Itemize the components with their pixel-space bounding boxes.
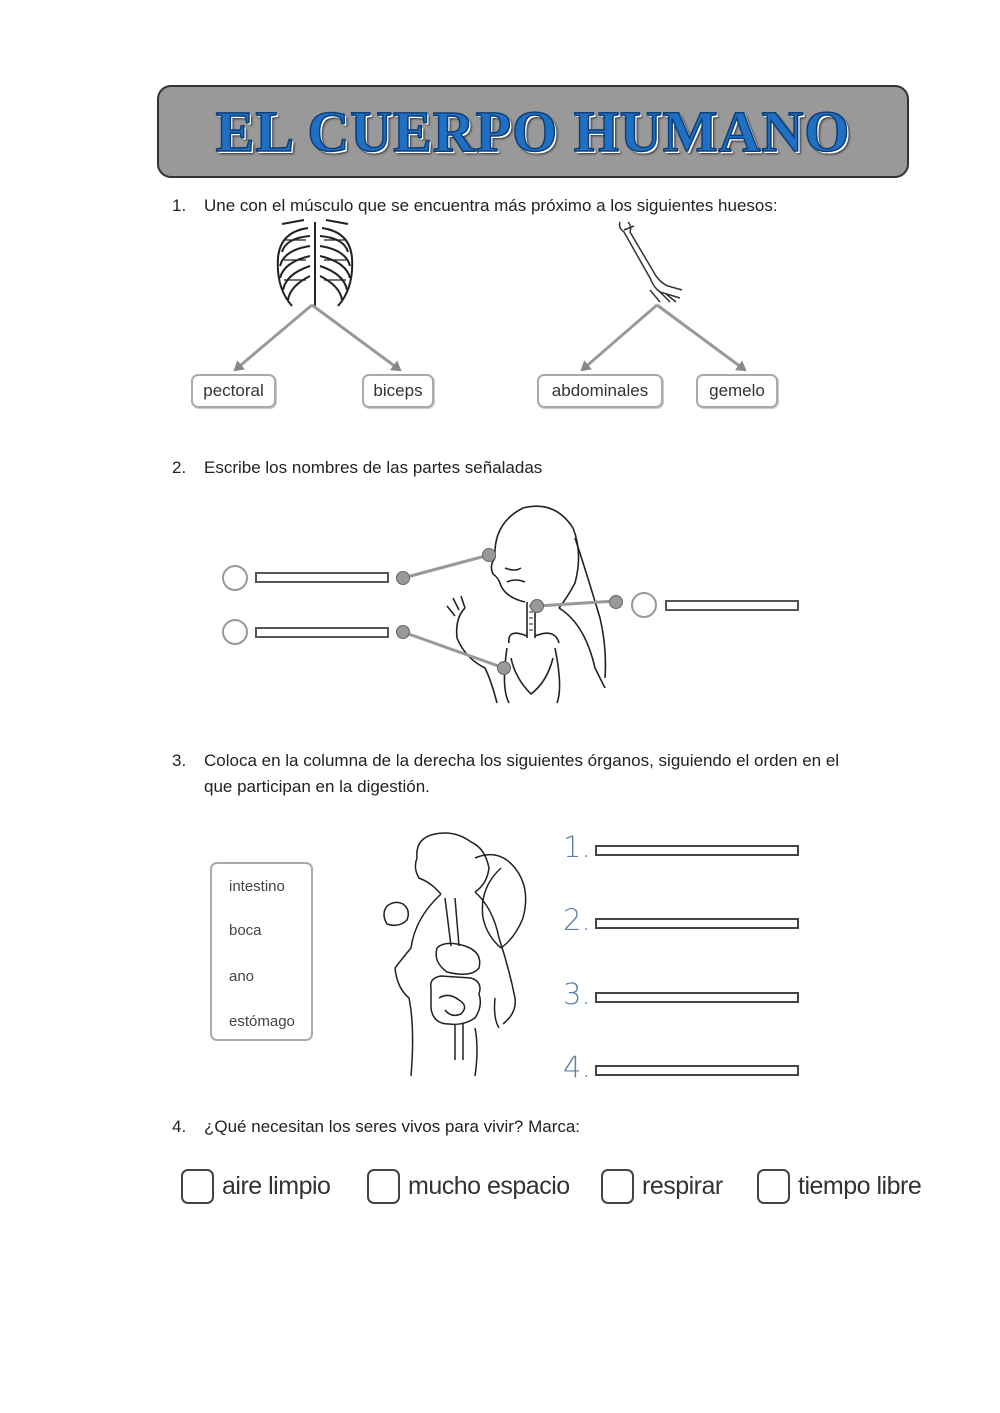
order-answer-line-1[interactable] bbox=[595, 845, 799, 856]
order-number-4: 4. bbox=[563, 1050, 591, 1084]
question-4-text: ¿Qué necesitan los seres vivos para vivir? Marca: bbox=[204, 1117, 581, 1136]
pointer-dot-nose bbox=[482, 548, 496, 562]
question-3-text-line2: que participan en la digestión. bbox=[204, 777, 430, 796]
answer-circle-3[interactable] bbox=[631, 592, 657, 618]
digestive-figure-illustration bbox=[375, 828, 540, 1078]
answer-circle-1[interactable] bbox=[222, 565, 248, 591]
question-3-text-line1: Coloca en la columna de la derecha los siguientes órganos, siguiendo el orden en el bbox=[204, 751, 840, 770]
pointer-dot-lungs bbox=[497, 661, 511, 675]
answer-line-3[interactable] bbox=[665, 600, 799, 611]
organ-boca[interactable]: boca bbox=[229, 922, 262, 939]
order-answer-line-2[interactable] bbox=[595, 918, 799, 929]
order-number-1: 1. bbox=[563, 830, 591, 864]
muscle-box-gemelo[interactable]: gemelo bbox=[696, 374, 778, 408]
option-mucho-espacio-label[interactable]: mucho espacio bbox=[408, 1172, 570, 1200]
organ-ano[interactable]: ano bbox=[229, 968, 255, 985]
checkbox-tiempo-libre[interactable] bbox=[757, 1169, 790, 1204]
pointer-dot-trachea bbox=[530, 599, 544, 613]
pointer-dot-1 bbox=[396, 571, 410, 585]
question-1-number: 1. bbox=[172, 196, 187, 215]
answer-line-1[interactable] bbox=[255, 572, 389, 583]
organ-estomago[interactable]: estómago bbox=[229, 1013, 295, 1030]
pointer-dot-2 bbox=[396, 625, 410, 639]
option-aire-limpio-label[interactable]: aire limpio bbox=[222, 1172, 331, 1200]
question-3-number: 3. bbox=[172, 751, 187, 770]
question-2-text: Escribe los nombres de las partes señaladas bbox=[204, 458, 543, 477]
pointer-dot-3 bbox=[609, 595, 623, 609]
page-title: EL CUERPO HUMANO bbox=[215, 99, 851, 164]
question-4-number: 4. bbox=[172, 1117, 187, 1136]
muscle-box-pectoral[interactable]: pectoral bbox=[191, 374, 276, 408]
order-number-2: 2. bbox=[563, 903, 591, 937]
muscle-box-biceps[interactable]: biceps bbox=[362, 374, 434, 408]
checkbox-mucho-espacio[interactable] bbox=[367, 1169, 400, 1204]
question-2-number: 2. bbox=[172, 458, 187, 477]
checkbox-aire-limpio[interactable] bbox=[181, 1169, 214, 1204]
order-number-3: 3. bbox=[563, 977, 591, 1011]
question-1-text: Une con el músculo que se encuentra más próximo a los siguientes huesos: bbox=[204, 196, 778, 215]
organs-list-box bbox=[210, 862, 313, 1041]
answer-line-2[interactable] bbox=[255, 627, 389, 638]
order-answer-line-3[interactable] bbox=[595, 992, 799, 1003]
organ-intestino[interactable]: intestino bbox=[229, 878, 285, 895]
question-3 bbox=[172, 748, 907, 800]
order-answer-line-4[interactable] bbox=[595, 1065, 799, 1076]
question-4 bbox=[172, 1114, 580, 1140]
checkbox-respirar[interactable] bbox=[601, 1169, 634, 1204]
option-respirar-label[interactable]: respirar bbox=[642, 1172, 723, 1200]
option-tiempo-libre-label[interactable]: tiempo libre bbox=[798, 1172, 922, 1200]
answer-circle-2[interactable] bbox=[222, 619, 248, 645]
muscle-box-abdominales[interactable]: abdominales bbox=[537, 374, 663, 408]
